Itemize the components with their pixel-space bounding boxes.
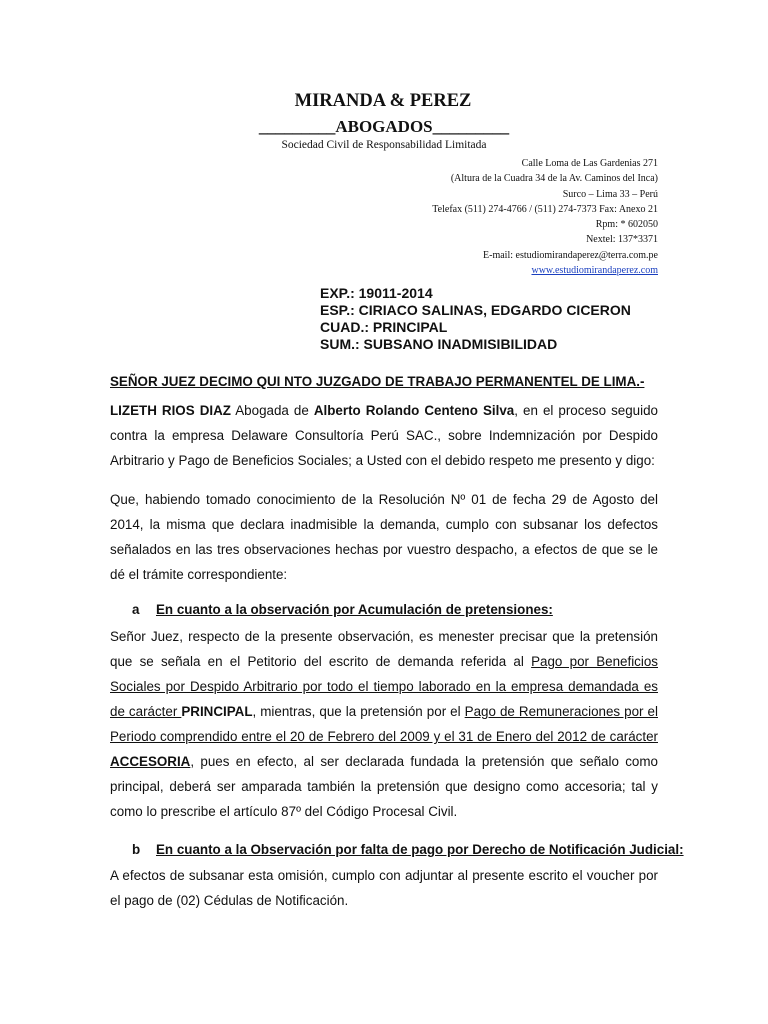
address-line-3: Surco – Lima 33 – Perú — [562, 188, 658, 200]
intro-paragraph: LIZETH RIOS DIAZ Abogada de Alberto Rolando Centeno Silva, en el proceso seguido contra la empresa Delaware Consultoría Perú SAC., sobre Indemnización por Despido Arbitrario y Pago de Beneficios Sociales; a Usted con el debido respeto me presento y digo: — [110, 403, 658, 468]
case-exp: EXP.: 19011-2014 — [320, 285, 433, 301]
case-sum: SUM.: SUBSANO INADMISIBILIDAD — [320, 336, 558, 352]
website-link[interactable]: www.estudiomirandaperez.com — [531, 265, 658, 277]
section-b-paragraph: A efectos de subsanar esta omisión, cumplo con adjuntar al presente escrito el voucher por el pago de (02) Cédulas de Notificación. — [110, 868, 658, 908]
section-b-heading: b En cuanto a la Observación por falta de pago por Derecho de Notificación Judicial: — [132, 842, 684, 857]
author-name: LIZETH RIOS DIAZ — [110, 403, 231, 418]
resolution-paragraph: Que, habiendo tomado conocimiento de la Resolución Nº 01 de fecha 29 de Agosto del 2014, la misma que declara inadmisible la demanda, cumplo con subsanar los defectos señalados en las tres observaciones hechas por vuestro despacho, a efectos de que se le dé el trámite correspondiente: — [110, 492, 658, 582]
client-name: Alberto Rolando Centeno Silva — [313, 403, 515, 418]
case-info — [320, 285, 631, 353]
section-a-heading: a En cuanto a la observación por Acumulación de pretensiones: — [132, 602, 553, 617]
contact-block — [432, 156, 658, 278]
firm-type: Sociedad Civil de Responsabilidad Limitada — [281, 139, 487, 151]
firm-name: MIRANDA & PEREZ — [294, 91, 472, 111]
addressee: SEÑOR JUEZ DECIMO QUI NTO JUZGADO DE TRABAJO PERMANENTEL DE LIMA.- — [110, 374, 645, 389]
section-a-paragraph: Señor Juez, respecto de la presente observación, es menester precisar que la pretensión que se señala en el Petitorio del escrito de demanda referida al Pago por Beneficios Sociales por Despido Arbitrario por todo el tiempo laborado en la empresa demandada es de carácter PRINCIPAL, mientras, que la pretensión por el Pago de Remuneraciones por el Periodo comprendido entre el 20 de Febrero del 2009 y el 31 de Enero del 2012 de carácter ACCESORIA, pues en efecto, al ser declarada fundada la pretensión que señalo como principal, deberá ser amparada también la pretensión que designo como accesoria; tal y como lo prescribe el artículo 87º del Código Procesal Civil. — [110, 629, 658, 819]
email-line: E-mail: estudiomirandaperez@terra.com.pe — [483, 249, 658, 261]
case-esp: ESP.: CIRIACO SALINAS, EDGARDO CICERON — [320, 302, 631, 318]
firm-subtitle: _________ABOGADOS_________ — [258, 117, 510, 136]
address-line-2: (Altura de la Cuadra 34 de la Av. Caminos del Inca) — [450, 173, 658, 185]
phone-line: Telefax (511) 274-4766 / (511) 274-7373 Fax: Anexo 21 — [432, 203, 658, 215]
nextel-line: Nextel: 137*3371 — [586, 234, 658, 246]
case-cuad: CUAD.: PRINCIPAL — [320, 319, 448, 335]
rpm-line: Rpm: * 602050 — [595, 219, 658, 231]
address-line-1: Calle Loma de Las Gardenias 271 — [521, 158, 658, 169]
